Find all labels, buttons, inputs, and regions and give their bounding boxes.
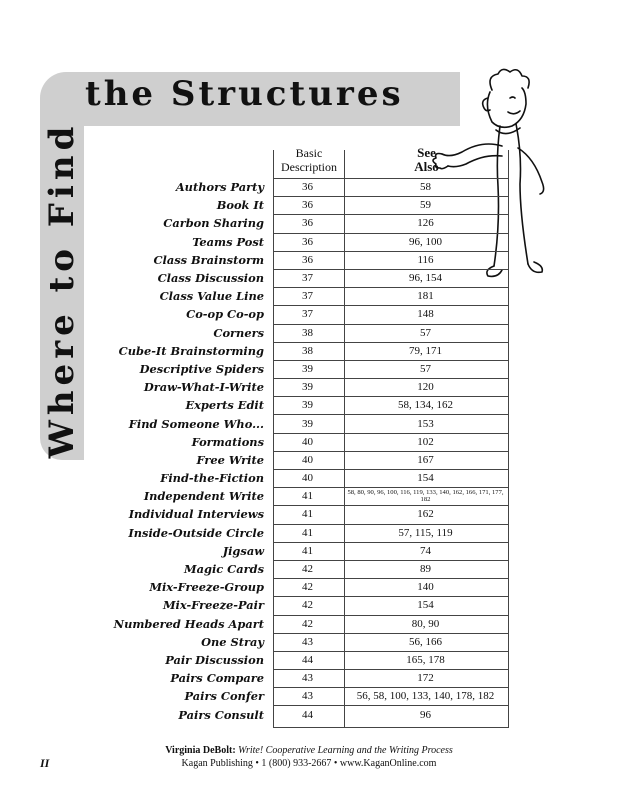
structure-name: Free Write [196, 452, 264, 467]
basic-description-page: 40 [302, 453, 313, 466]
row-divider [273, 633, 509, 634]
page-number: II [40, 756, 50, 770]
see-also-pages: 167 [417, 453, 434, 466]
footer-publisher: Kagan Publishing • 1 (800) 933-2667 • www.KaganOnline.com [181, 758, 437, 769]
structure-name: Pair Discussion [165, 652, 264, 667]
row-divider [273, 414, 509, 415]
table-row [60, 287, 509, 305]
basic-description-page: 40 [302, 435, 313, 448]
see-also-pages: 59 [420, 199, 431, 212]
basic-description-page: 42 [302, 581, 313, 594]
basic-description-page: 42 [302, 599, 313, 612]
structure-name: One Stray [201, 634, 264, 649]
structure-name: Book It [216, 198, 264, 213]
basic-description-page: 39 [302, 399, 313, 412]
structure-name: Class Discussion [157, 271, 264, 286]
see-also-pages: 58, 80, 90, 96, 100, 116, 119, 133, 140, 162, 166, 171, 177, 182 [347, 488, 504, 504]
table-row [60, 633, 509, 651]
basic-description-page: 41 [302, 526, 313, 539]
row-divider [273, 596, 509, 597]
see-also-pages: 116 [417, 253, 434, 266]
table-row [60, 360, 509, 378]
row-divider [273, 578, 509, 579]
structure-name: Jigsaw [222, 543, 264, 558]
table-row [60, 596, 509, 614]
table-row [60, 324, 509, 342]
structure-name: Inside-Outside Circle [128, 525, 264, 540]
row-divider [273, 287, 509, 288]
see-also-pages: 58, 134, 162 [398, 399, 453, 412]
see-also-pages: 162 [417, 508, 434, 521]
table-row [60, 269, 509, 287]
table-row [60, 451, 509, 469]
basic-description-page: 42 [302, 617, 313, 630]
see-also-pages: 79, 171 [409, 344, 442, 357]
table-row [60, 487, 509, 505]
see-also-pages: 89 [420, 563, 431, 576]
structure-name: Class Brainstorm [153, 252, 264, 267]
table-row [60, 305, 509, 323]
structure-name: Teams Post [192, 234, 264, 249]
structure-name: Experts Edit [185, 398, 264, 413]
row-divider [273, 487, 509, 488]
see-also-pages: 140 [417, 581, 434, 594]
row-divider [273, 196, 509, 197]
row-divider [273, 360, 509, 361]
row-divider [273, 324, 509, 325]
row-divider [273, 669, 509, 670]
footer-author: Virginia DeBolt: [165, 745, 236, 756]
table-row [60, 342, 509, 360]
row-divider [273, 396, 509, 397]
see-also-pages: 96 [420, 708, 431, 721]
see-also-pages: 56, 58, 100, 133, 140, 178, 182 [356, 690, 495, 703]
see-also-pages: 148 [417, 308, 434, 321]
see-also-pages: 96, 154 [409, 272, 442, 285]
see-also-pages: 57 [420, 326, 431, 339]
see-also-pages: 154 [417, 599, 434, 612]
see-also-pages: 57, 115, 119 [398, 526, 453, 539]
table-row [60, 469, 509, 487]
basic-description-page: 44 [302, 708, 313, 721]
structure-name: Magic Cards [183, 562, 264, 577]
structure-name: Descriptive Spiders [139, 361, 264, 376]
see-also-pages: 56, 166 [409, 635, 442, 648]
row-divider [273, 542, 509, 543]
see-also-pages: 96, 100 [409, 235, 442, 248]
table-row [60, 251, 509, 269]
see-also-pages: 120 [417, 381, 434, 394]
basic-description-page: 37 [302, 272, 313, 285]
basic-description-page: 37 [302, 308, 313, 321]
structure-name: Pairs Confer [184, 689, 264, 704]
table-row [60, 505, 509, 523]
see-also-pages: 80, 90 [411, 617, 440, 630]
basic-description-page: 36 [302, 199, 313, 212]
table-row [60, 687, 509, 705]
side-title: Where to Find [42, 121, 82, 459]
basic-description-page: 36 [302, 253, 313, 266]
table-row [60, 378, 509, 396]
column-header-basic-description: Basic Description [281, 146, 337, 174]
see-also-pages: 58 [420, 181, 431, 194]
see-also-pages: 74 [420, 544, 431, 557]
table-row [60, 705, 509, 723]
row-divider [273, 269, 509, 270]
row-divider [273, 433, 509, 434]
structure-name: Co-op Co-op [186, 307, 264, 322]
row-divider [273, 305, 509, 306]
see-also-pages: 102 [417, 435, 434, 448]
table-row [60, 214, 509, 232]
basic-description-page: 42 [302, 563, 313, 576]
table-row [60, 669, 509, 687]
structure-name: Class Value Line [159, 289, 264, 304]
row-divider [273, 705, 509, 706]
structure-name: Draw-What-I-Write [143, 380, 264, 395]
see-also-pages: 165, 178 [406, 653, 445, 666]
basic-description-page: 36 [302, 181, 313, 194]
row-divider [273, 651, 509, 652]
row-divider [273, 560, 509, 561]
basic-description-page: 44 [302, 653, 313, 666]
structure-name: Carbon Sharing [163, 216, 264, 231]
see-also-pages: 154 [417, 472, 434, 485]
table-row [60, 524, 509, 542]
table-row [60, 414, 509, 432]
column-header-see-also: See Also [414, 145, 439, 174]
row-divider [273, 251, 509, 252]
structure-name: Corners [213, 325, 264, 340]
structure-name: Independent Write [143, 489, 264, 504]
see-also-pages: 57 [420, 362, 431, 375]
basic-description-page: 41 [302, 508, 313, 521]
structure-name: Individual Interviews [128, 507, 264, 522]
see-also-pages: 126 [417, 217, 434, 230]
table-row [60, 233, 509, 251]
basic-description-page: 37 [302, 290, 313, 303]
structure-name: Mix-Freeze-Pair [162, 598, 264, 613]
row-divider [273, 178, 509, 179]
row-divider [273, 469, 509, 470]
page-title: the Structures [85, 74, 404, 114]
row-divider [273, 505, 509, 506]
table-row [60, 615, 509, 633]
structure-name: Numbered Heads Apart [113, 616, 264, 631]
table-row [60, 196, 509, 214]
table-row [60, 178, 509, 196]
structure-name: Authors Party [175, 180, 264, 195]
structure-name: Find-the-Fiction [160, 471, 264, 486]
basic-description-page: 43 [302, 635, 313, 648]
row-divider [273, 342, 509, 343]
row-divider [273, 378, 509, 379]
structure-name: Pairs Consult [178, 707, 264, 722]
basic-description-page: 38 [302, 326, 313, 339]
table-row [60, 396, 509, 414]
basic-description-page: 38 [302, 344, 313, 357]
row-divider [273, 524, 509, 525]
table-row [60, 651, 509, 669]
table-row [60, 433, 509, 451]
basic-description-page: 41 [302, 490, 313, 503]
structure-name: Find Someone Who... [128, 416, 264, 431]
structure-name: Pairs Compare [170, 671, 264, 686]
basic-description-page: 43 [302, 690, 313, 703]
basic-description-page: 39 [302, 362, 313, 375]
basic-description-page: 43 [302, 672, 313, 685]
structure-name: Cube-It Brainstorming [118, 343, 264, 358]
see-also-pages: 153 [417, 417, 434, 430]
basic-description-page: 40 [302, 472, 313, 485]
see-also-pages: 181 [417, 290, 434, 303]
structure-name: Mix-Freeze-Group [149, 580, 264, 595]
footer-book-title: Write! Cooperative Learning and the Writing Process [238, 745, 453, 756]
basic-description-page: 36 [302, 217, 313, 230]
structures-table [60, 178, 509, 724]
table-row [60, 578, 509, 596]
basic-description-page: 36 [302, 235, 313, 248]
see-also-pages: 172 [417, 672, 434, 685]
basic-description-page: 41 [302, 544, 313, 557]
row-divider [273, 214, 509, 215]
structure-name: Formations [191, 434, 264, 449]
table-row [60, 542, 509, 560]
footer [0, 744, 618, 770]
basic-description-page: 39 [302, 381, 313, 394]
row-divider [273, 615, 509, 616]
basic-description-page: 39 [302, 417, 313, 430]
table-row [60, 560, 509, 578]
row-divider [273, 687, 509, 688]
row-divider [273, 451, 509, 452]
row-divider [273, 233, 509, 234]
